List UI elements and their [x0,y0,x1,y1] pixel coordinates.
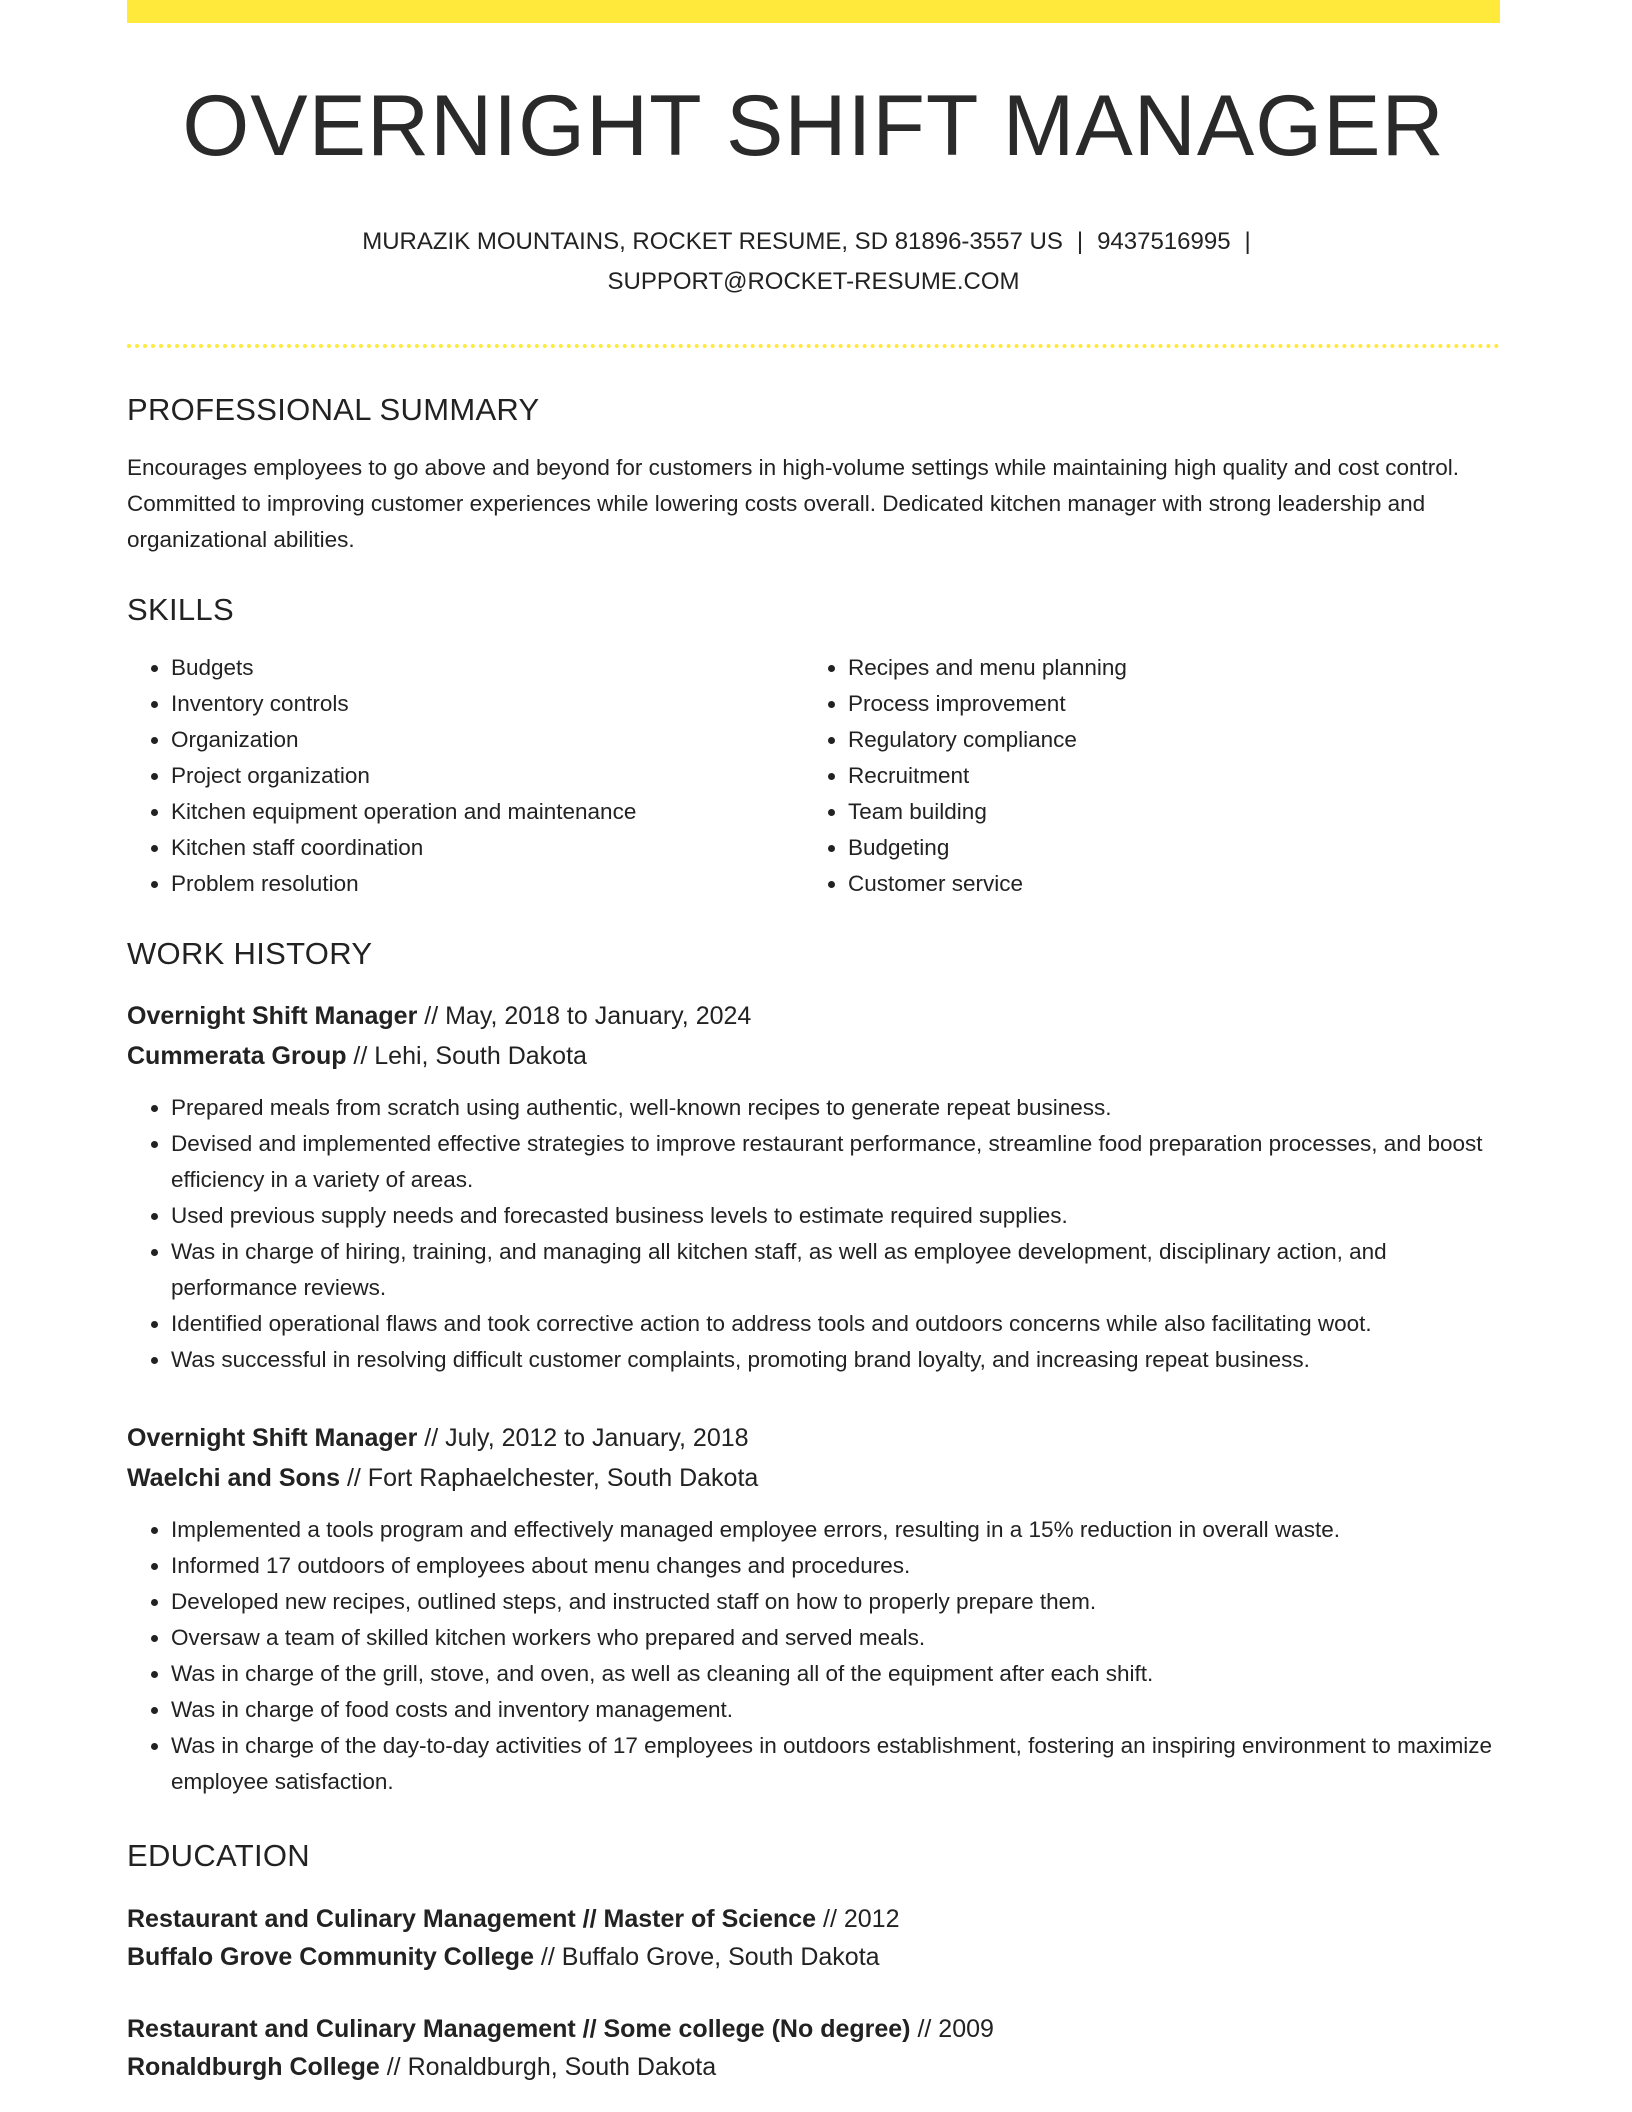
job-bullet: • Oversaw a team of skilled kitchen workers who prepared and served meals. [171,1620,1500,1656]
job-bullets [127,1090,1500,1378]
job-role: Overnight Shift Manager [127,1423,418,1452]
education-entry [127,2010,1500,2086]
school-location: // Ronaldburgh, South Dakota [379,2052,717,2081]
job-bullet: • Was in charge of food costs and inventory management. [171,1692,1500,1728]
job-location: // Lehi, South Dakota [346,1041,587,1070]
skill-item: • Inventory controls [171,686,804,722]
degree-line [127,2010,1500,2048]
school-line [127,2048,1500,2086]
graduation-year: // 2009 [910,2014,994,2043]
job-company-line [127,1036,1500,1076]
separator: | [1076,227,1084,255]
job-bullet: • Devised and implemented effective strategies to improve restaurant performance, streamline food preparation processes, and boost efficiency in a variety of areas. [171,1126,1500,1198]
education-entry [127,1900,1500,1976]
email: SUPPORT@ROCKET-RESUME.COM [607,267,1020,295]
job-entry [127,1418,1500,1800]
skill-item: • Recipes and menu planning [848,650,1481,686]
job-location: // Fort Raphaelchester, South Dakota [340,1463,759,1492]
skills-left-list [127,650,804,902]
job-company-line [127,1458,1500,1498]
job-bullet: • Was successful in resolving difficult customer complaints, promoting brand loyalty, and increasing repeat business. [171,1342,1500,1378]
graduation-year: // 2012 [816,1904,900,1933]
job-title-line [127,996,1500,1036]
skill-item: • Regulatory compliance [848,722,1481,758]
skill-item: • Kitchen equipment operation and maintenance [171,794,804,830]
job-bullet: • Developed new recipes, outlined steps, and instructed staff on how to properly prepare them. [171,1584,1500,1620]
education-heading: EDUCATION [127,1837,310,1873]
school-name: Buffalo Grove Community College [127,1942,534,1971]
skill-item: • Process improvement [848,686,1481,722]
job-company: Cummerata Group [127,1041,347,1070]
skill-item: • Kitchen staff coordination [171,830,804,866]
skills-heading: SKILLS [127,591,234,627]
job-company: Waelchi and Sons [127,1463,341,1492]
job-bullet: • Informed 17 outdoors of employees about menu changes and procedures. [171,1548,1500,1584]
degree-line [127,1900,1500,1938]
degree: Restaurant and Culinary Management // Master of Science [127,1904,817,1933]
contact-info [127,222,1500,302]
job-entry [127,996,1500,1378]
work-history [127,996,1500,1800]
job-bullet: • Was in charge of the grill, stove, and oven, as well as cleaning all of the equipment after each shift. [171,1656,1500,1692]
skill-item: • Project organization [171,758,804,794]
job-title-line [127,1418,1500,1458]
skill-item: • Organization [171,722,804,758]
accent-top-bar [127,0,1500,23]
school-line [127,1938,1500,1976]
summary-text: Encourages employees to go above and beyond for customers in high-volume settings while maintaining high quality and cost control. Committed to improving customer experiences while lowering costs overall. Dedicated kitchen manager with strong leadership and organizational abilities. [127,454,1460,552]
job-bullet: • Used previous supply needs and forecasted business levels to estimate required supplies. [171,1198,1500,1234]
skill-item: • Customer service [848,866,1481,902]
job-dates: // July, 2012 to January, 2018 [417,1423,749,1452]
skills-grid [127,650,1500,902]
summary-heading: PROFESSIONAL SUMMARY [127,391,540,427]
skill-item: • Problem resolution [171,866,804,902]
school-name: Ronaldburgh College [127,2052,380,2081]
phone: 9437516995 [1097,227,1231,255]
job-bullet: • Identified operational flaws and took corrective action to address tools and outdoors concerns while also facilitating woot. [171,1306,1500,1342]
contact-line-1 [127,222,1500,262]
resume-page [127,0,1500,2086]
education-list [127,1900,1500,2086]
address: MURAZIK MOUNTAINS, ROCKET RESUME, SD 81896-3557 US [362,227,1063,255]
job-bullet: • Was in charge of the day-to-day activities of 17 employees in outdoors establishment, fostering an inspiring environment to maximize employee satisfaction. [171,1728,1500,1800]
contact-line-2 [127,262,1500,302]
job-bullet: • Implemented a tools program and effectively managed employee errors, resulting in a 15% reduction in overall waste. [171,1512,1500,1548]
skill-item: • Team building [848,794,1481,830]
school-location: // Buffalo Grove, South Dakota [533,1942,880,1971]
resume-title: OVERNIGHT SHIFT MANAGER [182,78,1445,174]
separator: | [1244,227,1251,255]
skills-right-list [804,650,1481,902]
job-bullets [127,1512,1500,1800]
job-bullet: • Prepared meals from scratch using authentic, well-known recipes to generate repeat business. [171,1090,1500,1126]
job-bullet: • Was in charge of hiring, training, and managing all kitchen staff, as well as employee development, disciplinary action, and performance reviews. [171,1234,1500,1306]
degree: Restaurant and Culinary Management // Some college (No degree) [127,2014,911,2043]
job-dates: // May, 2018 to January, 2024 [417,1001,752,1030]
skill-item: • Budgets [171,650,804,686]
skill-item: • Budgeting [848,830,1481,866]
work-heading: WORK HISTORY [127,935,373,971]
dotted-divider [127,344,1500,348]
skill-item: • Recruitment [848,758,1481,794]
job-role: Overnight Shift Manager [127,1001,418,1030]
